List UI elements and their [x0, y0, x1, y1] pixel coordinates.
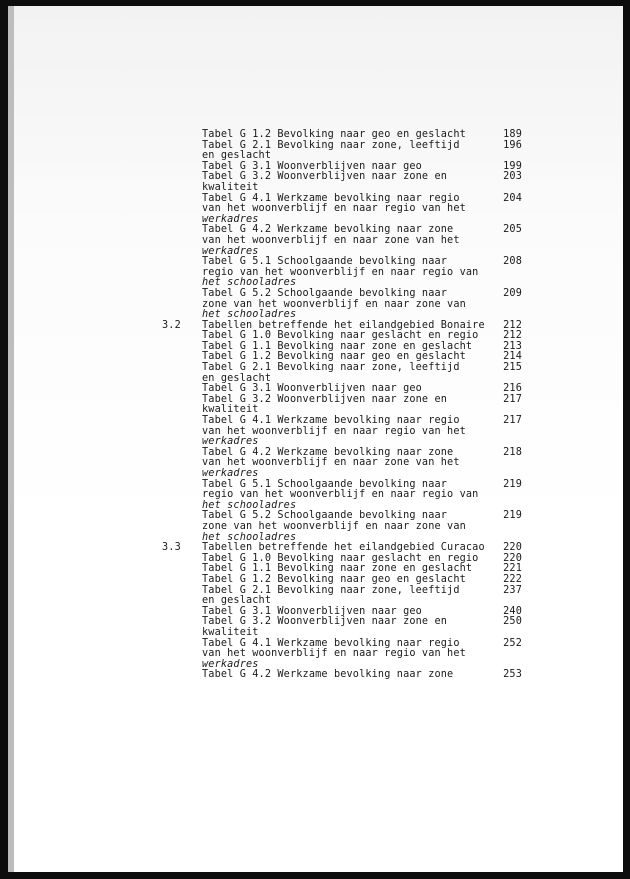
toc-entry	[0, 172, 630, 183]
toc-entry	[0, 289, 630, 300]
entry-title: Tabel G 3.1 Woonverblijven naar geo	[202, 605, 422, 617]
toc-entry	[0, 141, 630, 152]
page-number: 196	[503, 139, 522, 151]
toc-entry-continuation	[0, 649, 630, 660]
toc-entry	[0, 617, 630, 628]
page-number: 219	[503, 478, 522, 490]
page-number: 213	[503, 340, 522, 352]
entry-title: Tabel G 5.2 Schoolgaande bevolking naar	[202, 510, 448, 522]
toc-entry	[0, 575, 630, 586]
entry-title: Tabel G 4.2 Werkzame bevolking naar zone	[202, 669, 454, 681]
page-number: 214	[503, 351, 522, 363]
page-number: 250	[503, 616, 522, 628]
entry-title: Tabellen betreffende het eilandgebied Bonaire	[202, 319, 485, 331]
toc-entry-continuation	[0, 427, 630, 438]
entry-title: Tabel G 1.2 Bevolking naar geo en geslacht	[202, 573, 466, 585]
table-of-contents	[0, 130, 630, 681]
toc-entry-continuation	[0, 268, 630, 279]
page-number: 208	[503, 256, 522, 268]
page-number: 221	[503, 563, 522, 575]
entry-title: en geslacht	[202, 150, 272, 162]
entry-title: Tabel G 4.1 Werkzame bevolking naar regio	[202, 192, 460, 204]
entry-title: werkadres	[202, 658, 259, 670]
entry-title: werkadres	[202, 213, 259, 225]
entry-title: Tabel G 3.2 Woonverblijven naar zone en	[202, 616, 448, 628]
toc-entry-continuation	[0, 522, 630, 533]
entry-title: werkadres	[202, 468, 259, 479]
entry-title: van het woonverblijf en naar zone van het	[202, 457, 460, 469]
page-number: 212	[503, 319, 522, 331]
page-number: 237	[503, 584, 522, 596]
page-number: 252	[503, 637, 522, 649]
entry-title: Tabel G 1.2 Bevolking naar geo en geslacht	[202, 351, 466, 363]
page-number: 240	[503, 605, 522, 617]
entry-title: regio van het woonverblijf en naar regio van	[202, 266, 479, 278]
entry-title: Tabellen betreffende het eilandgebied Curacao	[202, 542, 485, 554]
entry-title: het schooladres	[202, 499, 297, 511]
page-number: 222	[503, 573, 522, 585]
toc-entry	[0, 130, 630, 141]
entry-title: het schooladres	[202, 309, 297, 321]
page-number: 219	[503, 510, 522, 522]
page-number: 205	[503, 224, 522, 236]
toc-entry-continuation	[0, 469, 630, 480]
entry-title: Tabel G 2.1 Bevolking naar zone, leeftijd	[202, 139, 460, 151]
toc-entry-continuation	[0, 236, 630, 247]
page-number: 220	[503, 542, 522, 554]
section-number: 3.2	[162, 319, 181, 331]
entry-title: Tabel G 5.2 Schoolgaande bevolking naar	[202, 287, 448, 299]
entry-title: van het woonverblijf en naar regio van het	[202, 648, 466, 660]
page-number: 217	[503, 415, 522, 427]
entry-title: van het woonverblijf en naar regio van het	[202, 425, 466, 437]
entry-title: van het woonverblijf en naar zone van het	[202, 234, 460, 246]
entry-title: van het woonverblijf en naar regio van het	[202, 203, 466, 215]
entry-title: het schooladres	[202, 531, 297, 543]
toc-entry	[0, 586, 630, 597]
entry-title: werkadres	[202, 245, 259, 257]
entry-title: Tabel G 2.1 Bevolking naar zone, leeftijd	[202, 584, 460, 596]
page-number: 217	[503, 393, 522, 405]
entry-title: Tabel G 3.1 Woonverblijven naar geo	[202, 383, 422, 395]
entry-title: en geslacht	[202, 372, 272, 384]
entry-title: Tabel G 1.1 Bevolking naar zone en geslacht	[202, 563, 473, 575]
entry-title: Tabel G 1.2 Bevolking naar geo en geslacht	[202, 129, 466, 140]
toc-entry	[0, 363, 630, 374]
entry-title: en geslacht	[202, 595, 272, 607]
entry-title: Tabel G 4.1 Werkzame bevolking naar regio	[202, 637, 460, 649]
toc-entry-continuation	[0, 458, 630, 469]
entry-title: werkadres	[202, 436, 259, 448]
page-number: 215	[503, 362, 522, 374]
page-number: 199	[503, 160, 522, 172]
entry-title: zone van het woonverblijf en naar zone van	[202, 520, 466, 532]
page-number: 218	[503, 446, 522, 458]
page-number: 220	[503, 552, 522, 564]
entry-title: regio van het woonverblijf en naar regio van	[202, 489, 479, 501]
entry-title: Tabel G 1.1 Bevolking naar zone en geslacht	[202, 340, 473, 352]
entry-title: kwaliteit	[202, 181, 259, 193]
entry-title: Tabel G 3.1 Woonverblijven naar geo	[202, 160, 422, 172]
page-number: 189	[503, 129, 522, 140]
toc-entry-continuation	[0, 204, 630, 215]
entry-title: Tabel G 1.0 Bevolking naar geslacht en regio	[202, 552, 479, 564]
entry-title: Tabel G 5.1 Schoolgaande bevolking naar	[202, 256, 448, 268]
toc-entry-continuation	[0, 300, 630, 311]
page-number: 209	[503, 287, 522, 299]
page-number: 204	[503, 192, 522, 204]
entry-title: zone van het woonverblijf en naar zone van	[202, 298, 466, 310]
toc-entry	[0, 395, 630, 406]
entry-title: Tabel G 4.2 Werkzame bevolking naar zone	[202, 446, 454, 458]
toc-entry-continuation	[0, 628, 630, 639]
page-number: 253	[503, 669, 522, 681]
entry-title: kwaliteit	[202, 626, 259, 638]
page-number: 203	[503, 171, 522, 183]
entry-title: Tabel G 1.0 Bevolking naar geslacht en regio	[202, 330, 479, 342]
entry-title: Tabel G 2.1 Bevolking naar zone, leeftijd	[202, 362, 460, 374]
toc-entry-continuation	[0, 183, 630, 194]
entry-title: het schooladres	[202, 277, 297, 289]
entry-title: Tabel G 3.2 Woonverblijven naar zone en	[202, 393, 448, 405]
toc-entry	[0, 670, 630, 681]
entry-title: Tabel G 5.1 Schoolgaande bevolking naar	[202, 478, 448, 490]
page-number: 216	[503, 383, 522, 395]
entry-title: Tabel G 4.1 Werkzame bevolking naar regio	[202, 415, 460, 427]
entry-title: Tabel G 3.2 Woonverblijven naar zone en	[202, 171, 448, 183]
page-number: 212	[503, 330, 522, 342]
toc-entry-continuation	[0, 490, 630, 501]
entry-title: Tabel G 4.2 Werkzame bevolking naar zone	[202, 224, 454, 236]
section-number: 3.3	[162, 542, 181, 554]
entry-title: kwaliteit	[202, 404, 259, 416]
